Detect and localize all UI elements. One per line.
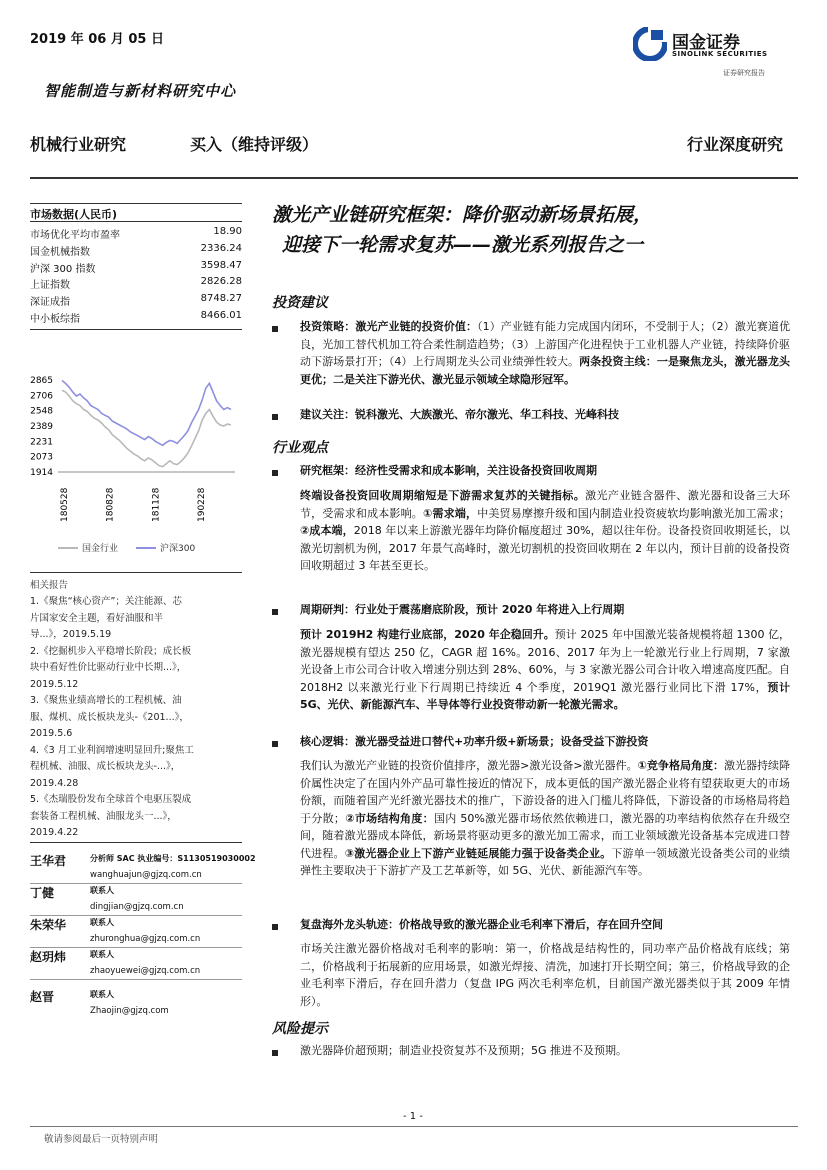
bullet-icon — [272, 741, 278, 747]
market-label: 市场优化平均市盈率 — [30, 230, 120, 241]
related-report-line: 2019.5.6 — [30, 728, 73, 739]
related-bottom-rule — [30, 842, 242, 843]
analyst-name: 赵晋 — [30, 990, 55, 1004]
view-p2-body — [300, 626, 790, 714]
related-report-line: 片国家安全主题，看好油服和半 — [30, 612, 164, 624]
p4-head: 复盘海外龙头轨迹：价格战导致的激光器企业毛利率下滑后，存在回升空间 — [300, 918, 663, 931]
bullet-icon — [272, 414, 278, 420]
related-report-line: 5.《杰瑞股份发布全球首个电驱压裂成 — [30, 794, 192, 805]
market-mid-rule — [30, 221, 242, 222]
legend-label-hs300: 沪深300 — [160, 544, 196, 554]
strategy-body: （1）产业链有能力完成国内闭环，不受制于人；（2）激光赛道优良，光加工替代机加工符合柔性制造趋势；（3）上游国产化进程快于工业机器人产业链，持续降价驱动下游场景打开；（4）上行周期龙头公司业绩弹性较大。 — [300, 320, 791, 368]
analyst-email[interactable]: wanghuajun@gjzq.com.cn — [90, 870, 202, 880]
y-tick-label: 2548 — [30, 406, 53, 417]
view-p1-body — [300, 487, 790, 575]
market-row — [30, 260, 242, 275]
p3-m1: ①竞争格局角度： — [637, 759, 724, 772]
report-title — [272, 200, 792, 260]
market-label: 深证成指 — [30, 297, 70, 309]
view-p3-head — [300, 733, 790, 751]
industry-label: 机械行业研究 — [30, 135, 127, 154]
p3-b: 激光器持续降价属性决定了在国内外产品可靠性接近的情况下，成本更低的国产激光器企业将有望获取更大的市场份额，而随着国产光纤激光器技术的推广，下游设备的进入门槛儿将降低，下游设备的市场格局将趋于分散； — [300, 759, 790, 825]
advice-text: 建议关注：锐科激光、大族激光、帝尔激光、华工科技、光峰科技 — [300, 408, 619, 421]
strategy-bold: 两条投资主线：一是聚焦龙头，激光器龙头更优；二是关注下游光伏、激光显示领域全球隐形冠军。 — [300, 355, 790, 386]
analyst-name: 朱荣华 — [30, 918, 67, 932]
header-rule — [30, 177, 798, 179]
legend-label-industry: 国金行业 — [82, 544, 119, 554]
p1-c: 2018 年以来上游激光器年均降价幅度超过 30%，超以往年份。设备投资回收期延长，以激光切割机为例，2017 年景气高峰时，激光切割机的投资回收期在 2 年以内，预计目前的设备投资回收期超过 3 年甚至更长。 — [300, 524, 790, 572]
view-p2-head — [300, 601, 790, 619]
p1-head: 研究框架：经济性受需求和成本影响，关注设备投资回收周期 — [300, 464, 597, 477]
related-report-line: 块中看好性价比驱动行业中长期...》， — [30, 662, 187, 673]
analyst-email[interactable]: zhaoyuewei@gjzq.com.cn — [90, 966, 201, 976]
analyst-role: 分析师 SAC 执业编号：S1130519030002 — [90, 854, 256, 863]
related-report-line: 2019.5.12 — [30, 678, 79, 690]
p2-head: 周期研判：行业处于震荡磨底阶段，预计 2020 年将进入上行周期 — [300, 603, 625, 616]
related-report-line: 套装备工程机械、油服龙头一...》， — [30, 810, 177, 822]
report-date: 2019 年 06 月 05 日 — [30, 32, 164, 47]
related-report-line: 3.《聚焦业绩高增长的工程机械、油 — [30, 695, 182, 706]
x-tick-label: 181128 — [151, 487, 162, 522]
bullet-icon — [272, 1050, 278, 1056]
analyst-email[interactable]: Zhaojin@gjzq.com — [90, 1006, 169, 1016]
p2-lead: 预计 2019H2 构建行业底部，2020 年企稳回升。 — [300, 628, 555, 641]
analyst-divider — [30, 883, 242, 884]
bullet-icon — [272, 609, 278, 615]
market-value: 2826.28 — [200, 276, 242, 288]
strategy-head: 投资策略：激光产业链的投资价值： — [300, 320, 478, 333]
market-row — [30, 276, 242, 291]
related-report-line: 程机械、油服、成长板块龙头-...》， — [30, 761, 181, 772]
index-chart — [20, 372, 242, 562]
p1-m1: ①需求端， — [422, 506, 478, 520]
rating-label: 买入（维持评级） — [190, 135, 319, 154]
related-report-line: 2019.4.22 — [30, 827, 79, 838]
p3-d: 下游单一领域激光设备类公司的业绩弹性主要取决于下游扩产及工艺革新等，如 5G、光伏、新能源汽车等。 — [300, 846, 791, 877]
x-tick-label: 180828 — [105, 487, 116, 522]
title-line-2: 迎接下一轮需求复苏——激光系列报告之一 — [282, 234, 644, 256]
analyst-role: 联系人 — [90, 886, 114, 895]
p3-head: 核心逻辑：激光器受益进口替代+功率升级+新场景；设备受益下游投资 — [300, 735, 649, 748]
market-value: 2336.24 — [200, 242, 242, 254]
bullet-icon — [272, 326, 278, 332]
related-report-line: 1.《聚焦“核心资产”；关注能源、芯 — [30, 596, 182, 607]
p1-b: 中美贸易摩擦升级和国内制造业投资疲软均影响激光加工需求； — [477, 506, 791, 520]
logo-english: SINOLINK SECURITIES — [672, 50, 768, 58]
p3-m3: ③激光器企业上下游产业链延展能力强于设备类企业。 — [344, 846, 612, 860]
related-report-line: 服、煤机、成长板块龙头-《201...》， — [30, 711, 189, 723]
legend-item-industry — [58, 541, 118, 554]
view-p1-head — [300, 462, 790, 480]
market-label: 上证指数 — [30, 280, 70, 292]
market-data-title: 市场数据(人民币) — [30, 208, 118, 221]
p2-a: 预计 2025 年中国激光装备规模将超 1300 亿，激光器规模有望达 250 亿，CAGR 超 16%。2016、2017 年为上一轮激光行业上行周期，7 家激光设备上市公司合计收入增速分别达到 28%、60%，与 3 家激光器公司合计收入增速高度匹配。自 2018H2 以来激光行业下行周期已持续近 4 个季度，2019Q1 激光器行业同比下滑 17%， — [300, 628, 790, 694]
logo-icon — [633, 27, 667, 61]
market-value: 8748.27 — [200, 293, 242, 305]
section-risk: 风险提示 — [272, 1021, 328, 1037]
market-row — [30, 226, 242, 241]
market-value: 3598.47 — [200, 259, 242, 271]
section-invest: 投资建议 — [272, 295, 328, 311]
analyst-name: 丁健 — [30, 886, 55, 900]
market-bottom-rule — [30, 329, 242, 330]
p4-a: 市场关注激光器价格战对毛利率的影响：第一，价格战是结构性的，同功率产品价格战有底线；第二，价格战利于拓展新的应用场景，如激光焊接、清洗，加速打开长期空间；第三，价格战导致的企业毛利率下滑后，存在回升潜力（复盘 IPG 两次毛利率危机，目前国产激光器类似于其 2009 年情形）。 — [300, 942, 790, 1008]
analyst-role: 联系人 — [90, 950, 114, 959]
analyst-divider — [30, 979, 242, 980]
y-tick-label: 2865 — [30, 376, 53, 386]
analyst-role: 联系人 — [90, 918, 114, 927]
bullet-icon — [272, 470, 278, 476]
x-tick-label: 180528 — [60, 487, 70, 522]
p3-a: 我们认为激光产业链的投资价值排序，激光器>激光设备>激光器件。 — [300, 759, 638, 772]
y-tick-label: 2706 — [30, 391, 53, 402]
view-p4-body — [300, 940, 790, 1010]
related-report-line: 导...》，2019.5.19 — [30, 629, 112, 640]
analyst-name: 王华君 — [30, 854, 67, 868]
analyst-name: 赵玥炜 — [30, 950, 67, 964]
related-report-line: 2019.4.28 — [30, 777, 79, 789]
market-value: 8466.01 — [200, 310, 242, 321]
page-number: - 1 - — [403, 1111, 423, 1122]
p1-lead: 终端设备投资回收周期缩短是下游需求复苏的关键指标。 — [300, 489, 586, 502]
legend-item-hs300 — [136, 541, 195, 554]
p1-m2: ②成本端， — [300, 524, 354, 537]
research-center: 智能制造与新材料研究中心 — [44, 82, 237, 100]
view-p4-head — [300, 916, 790, 934]
invest-advice — [300, 406, 790, 424]
p2-tail: 预计 5G、光伏、新能源汽车、半导体等行业投资带动新一轮激光需求。 — [300, 680, 791, 711]
report-type: 行业深度研究 — [686, 135, 783, 154]
y-tick-label: 2231 — [30, 437, 53, 448]
analyst-role: 联系人 — [90, 990, 114, 999]
analyst-email[interactable]: zhuronghua@gjzq.com.cn — [90, 934, 201, 944]
risk-text: 激光器降价超预期；制造业投资复苏不及预期；5G 推进不及预期。 — [300, 1044, 628, 1057]
y-tick-label: 2389 — [30, 422, 53, 433]
market-value: 18.90 — [213, 226, 242, 237]
market-top-rule — [30, 203, 242, 204]
view-p3-body — [300, 757, 790, 880]
market-label: 沪深 300 指数 — [30, 263, 96, 275]
section-view: 行业观点 — [272, 440, 328, 456]
analyst-email[interactable]: dingjian@gjzq.com.cn — [90, 902, 184, 912]
logo-text: 国金证券 — [672, 33, 740, 53]
invest-strategy — [300, 318, 790, 388]
p3-m2: ②市场结构角度： — [344, 811, 434, 825]
footer-disclaimer: 敬请参阅最后一页特别声明 — [44, 1134, 159, 1145]
market-row — [30, 293, 242, 308]
chart-legend — [58, 541, 195, 554]
market-row — [30, 310, 242, 325]
y-tick-label: 1914 — [30, 468, 53, 478]
x-tick-label: 190228 — [197, 487, 207, 522]
market-label: 中小板综指 — [30, 314, 80, 325]
market-label: 国金机械指数 — [30, 246, 90, 258]
related-report-line: 2.《挖掘机步入平稳增长阶段；成长板 — [30, 645, 192, 657]
bullet-icon — [272, 924, 278, 930]
market-row — [30, 243, 242, 258]
y-tick-label: 2073 — [30, 452, 53, 463]
related-report-line: 4.《3 月工业利润增速明显回升;聚焦工 — [30, 744, 194, 756]
related-reports-title: 相关报告 — [30, 580, 69, 591]
footer-rule — [30, 1126, 798, 1127]
title-line-1: 激光产业链研究框架：降价驱动新场景拓展， — [272, 204, 653, 226]
logo-subtitle: 证券研究报告 — [723, 69, 765, 77]
related-top-rule — [30, 572, 242, 573]
p3-c: 国内 50%激光器市场依然依赖进口，激光器的功率结构依然存在升级空间，随着激光器成本降低，新场景将驱动更多的激光加工需求，而工业领域激光设备基本完成进口替代进程。 — [300, 811, 790, 860]
p1-a: 激光产业链含器件、激光器和设备三大环节，受需求和成本影响。 — [300, 489, 791, 520]
